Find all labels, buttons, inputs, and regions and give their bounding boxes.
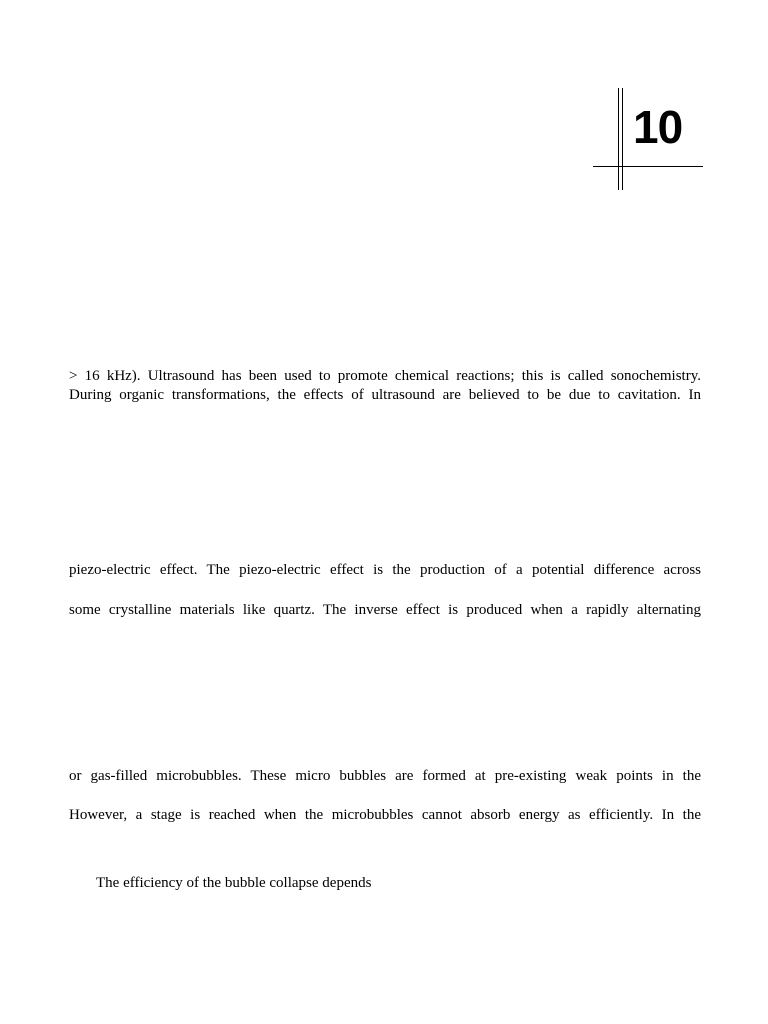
chapter-rule-vertical-left (618, 88, 619, 190)
text-line-5: or gas-filled microbubbles. These micro bubbles are formed at pre-existing weak points in the (69, 768, 701, 784)
chapter-rule-vertical-right (622, 88, 623, 190)
chapter-rule-horizontal (593, 166, 703, 167)
text-line-4: some crystalline materials like quartz. The inverse effect is produced when a rapidly alternating (69, 602, 701, 618)
text-line-3: piezo-electric effect. The piezo-electric effect is the production of a potential difference across (69, 562, 701, 578)
chapter-number: 10 (633, 101, 683, 153)
text-line-7: The efficiency of the bubble collapse depends (96, 875, 372, 891)
text-line-6: However, a stage is reached when the microbubbles cannot absorb energy as efficiently. In the (69, 807, 701, 823)
chapter-marker (593, 88, 703, 192)
text-line-1: > 16 kHz). Ultrasound has been used to promote chemical reactions; this is called sonochemistry. (69, 368, 701, 384)
text-line-2: During organic transformations, the effects of ultrasound are believed to be due to cavitation. In (69, 387, 701, 403)
